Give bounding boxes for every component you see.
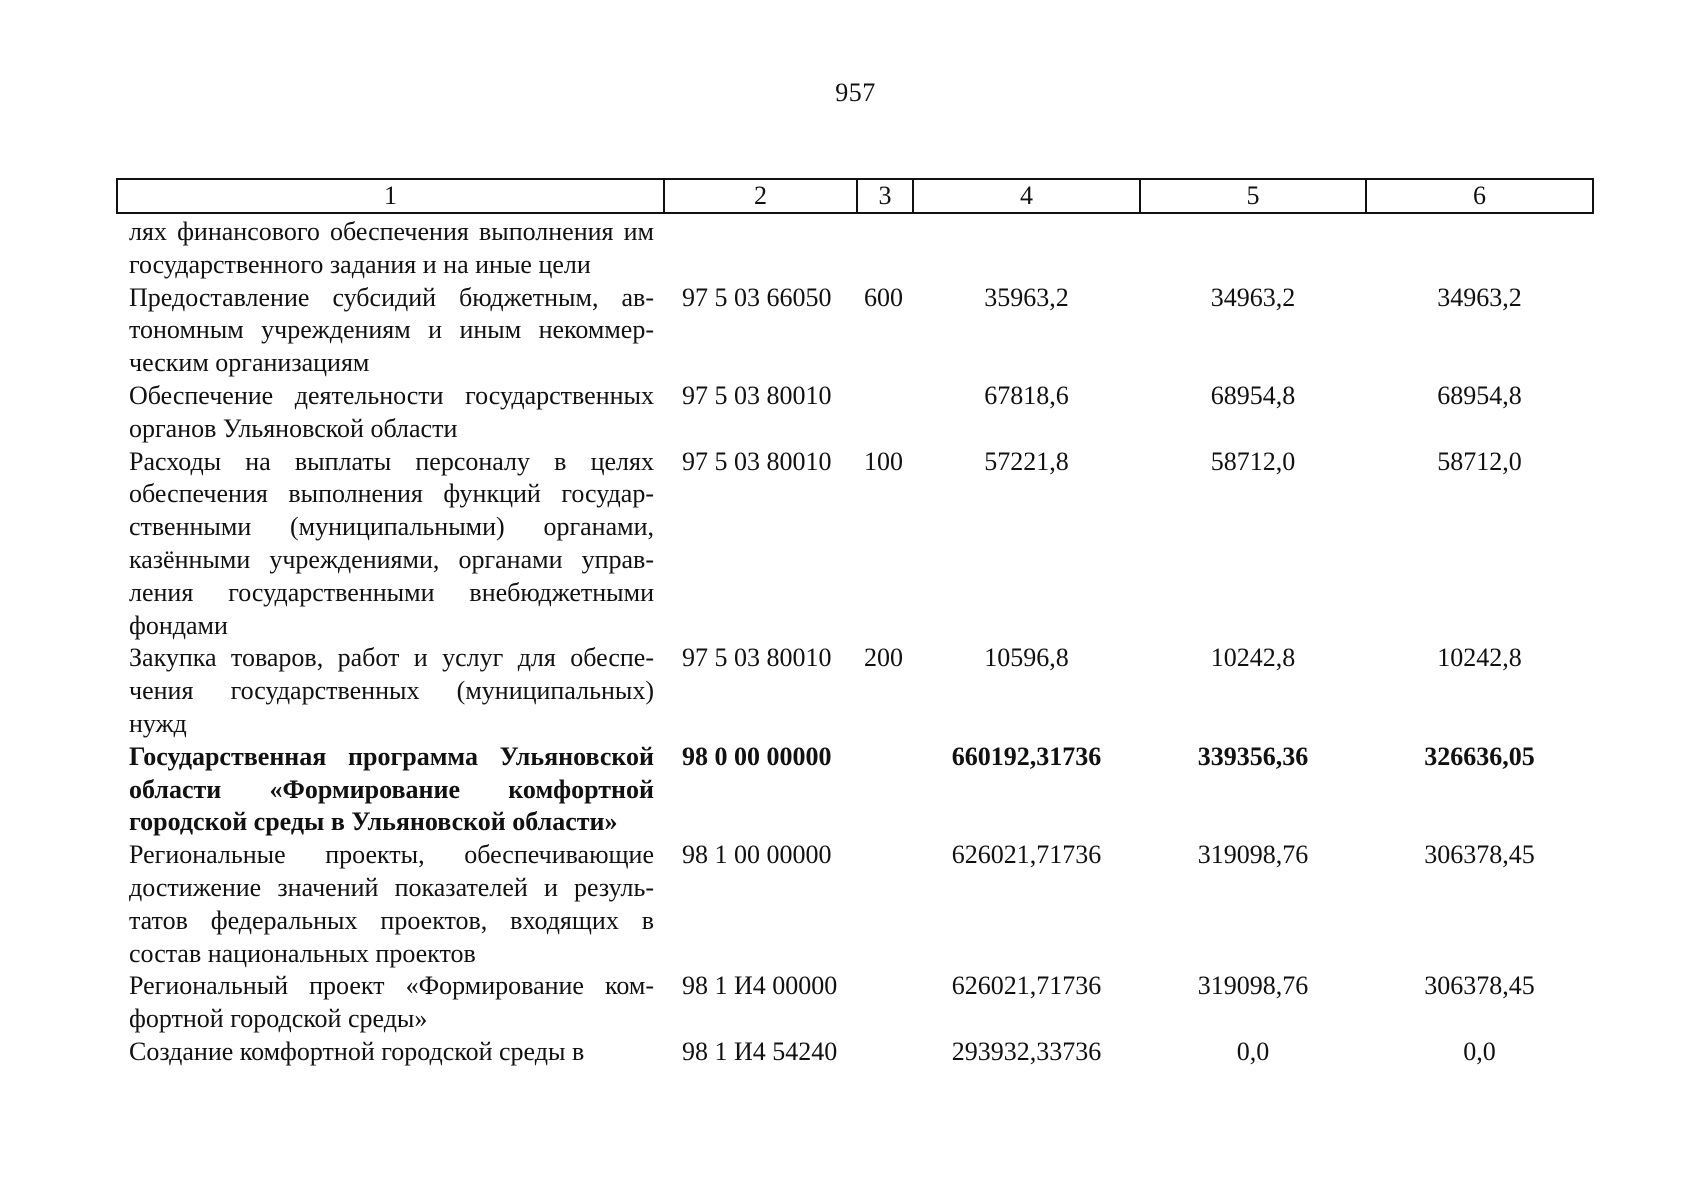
row-value-col4: 293932,33736 — [951, 1036, 1102, 1066]
row-code: 97 5 03 80010 — [682, 446, 832, 476]
page-number: 957 — [835, 78, 876, 107]
column-header-4: 4 — [913, 179, 1140, 213]
row-value-col4: 35963,2 — [984, 282, 1069, 312]
row-value-col6: 34963,2 — [1437, 282, 1522, 312]
table-row — [117, 970, 1593, 1036]
row-value-col6 — [1366, 213, 1593, 282]
row-name: Расходы на выплаты персоналу в целях обеспечения выполнения функций государственными (муниципальными) органами, казёнными учреждениями, органами управления государственными внебюджетными фондами — [129, 446, 654, 640]
row-value-col6: 306378,45 — [1424, 971, 1535, 1001]
row-value-col5: 68954,8 — [1210, 380, 1296, 410]
row-expense-type: 600 — [864, 282, 903, 312]
column-header-1: 1 — [117, 179, 664, 213]
row-code: 98 1 И4 00000 — [682, 971, 838, 1001]
row-name: Государственная программа Ульяновской области «Формирование комфортной городской среды в Ульяновской области» — [129, 741, 654, 837]
row-name: Обеспечение деятельности государственных органов Ульяновской области — [129, 380, 654, 443]
row-expense-type — [857, 839, 913, 970]
row-value-col4 — [913, 213, 1140, 282]
row-code — [664, 213, 857, 282]
column-header-2: 2 — [664, 179, 857, 213]
row-value-col5: 10242,8 — [1210, 643, 1296, 673]
row-value-col4: 626021,71736 — [951, 971, 1102, 1001]
row-value-col6: 0,0 — [1463, 1036, 1496, 1066]
row-name: Региональный проект «Формирование комфортной городской среды» — [129, 971, 654, 1034]
row-code: 98 1 И4 54240 — [682, 1036, 838, 1066]
budget-table — [116, 178, 1594, 1069]
row-code: 97 5 03 80010 — [682, 643, 832, 673]
row-value-col5: 34963,2 — [1210, 282, 1296, 312]
column-header-6: 6 — [1366, 179, 1593, 213]
row-value-col5: 319098,76 — [1197, 971, 1309, 1001]
row-value-col6: 10242,8 — [1437, 643, 1522, 673]
row-value-col4: 626021,71736 — [951, 840, 1102, 870]
row-value-col5: 0,0 — [1236, 1036, 1270, 1066]
table-row-program — [117, 741, 1593, 839]
row-expense-type — [857, 1036, 913, 1069]
table-row — [117, 380, 1593, 446]
table-row — [117, 282, 1593, 380]
column-header-3: 3 — [857, 179, 913, 213]
table-header — [117, 179, 1593, 213]
row-expense-type — [857, 741, 913, 839]
row-name: Создание комфортной городской среды в — [129, 1036, 585, 1066]
row-expense-type — [857, 380, 913, 446]
row-name: Предоставление субсидий бюджетным, автономным учреждениям и иным некоммерческим организациям — [129, 282, 654, 378]
row-code: 97 5 03 66050 — [682, 282, 832, 312]
row-value-col4: 10596,8 — [984, 643, 1069, 673]
table-row — [117, 839, 1593, 970]
table-row — [117, 213, 1593, 282]
row-name: лях финансового обеспечения выполнения им государственного задания и на иные цели — [129, 217, 654, 279]
table-row — [117, 642, 1593, 740]
row-value-col4: 57221,8 — [984, 446, 1069, 476]
row-value-col5: 319098,76 — [1197, 840, 1309, 870]
row-value-col6: 58712,0 — [1437, 446, 1522, 476]
row-value-col5 — [1140, 213, 1366, 282]
row-value-col5: 339356,36 — [1197, 741, 1309, 771]
row-value-col6: 68954,8 — [1437, 380, 1522, 410]
row-name: Региональные проекты, обеспечивающие достижение значений показателей и результатов федеральных проектов, входящих в состав национальных проектов — [129, 840, 654, 968]
row-expense-type: 100 — [864, 446, 903, 476]
row-code: 98 1 00 00000 — [682, 840, 832, 870]
row-code: 97 5 03 80010 — [682, 380, 832, 410]
row-expense-type: 200 — [864, 643, 903, 673]
header-row — [117, 179, 1593, 213]
table-row — [117, 446, 1593, 643]
row-value-col6: 326636,05 — [1424, 741, 1535, 771]
row-value-col5: 58712,0 — [1210, 446, 1296, 476]
row-value-col4: 660192,31736 — [951, 741, 1102, 771]
column-header-5: 5 — [1140, 179, 1366, 213]
row-expense-type — [857, 970, 913, 1036]
table-body — [117, 213, 1593, 1069]
row-code: 98 0 00 00000 — [682, 741, 832, 771]
row-value-col4: 67818,6 — [984, 380, 1069, 410]
row-expense-type — [857, 213, 913, 282]
row-value-col6: 306378,45 — [1424, 840, 1535, 870]
row-name: Закупка товаров, работ и услуг для обеспечения государственных (муниципальных) нужд — [129, 643, 654, 738]
table-row — [117, 1036, 1593, 1069]
